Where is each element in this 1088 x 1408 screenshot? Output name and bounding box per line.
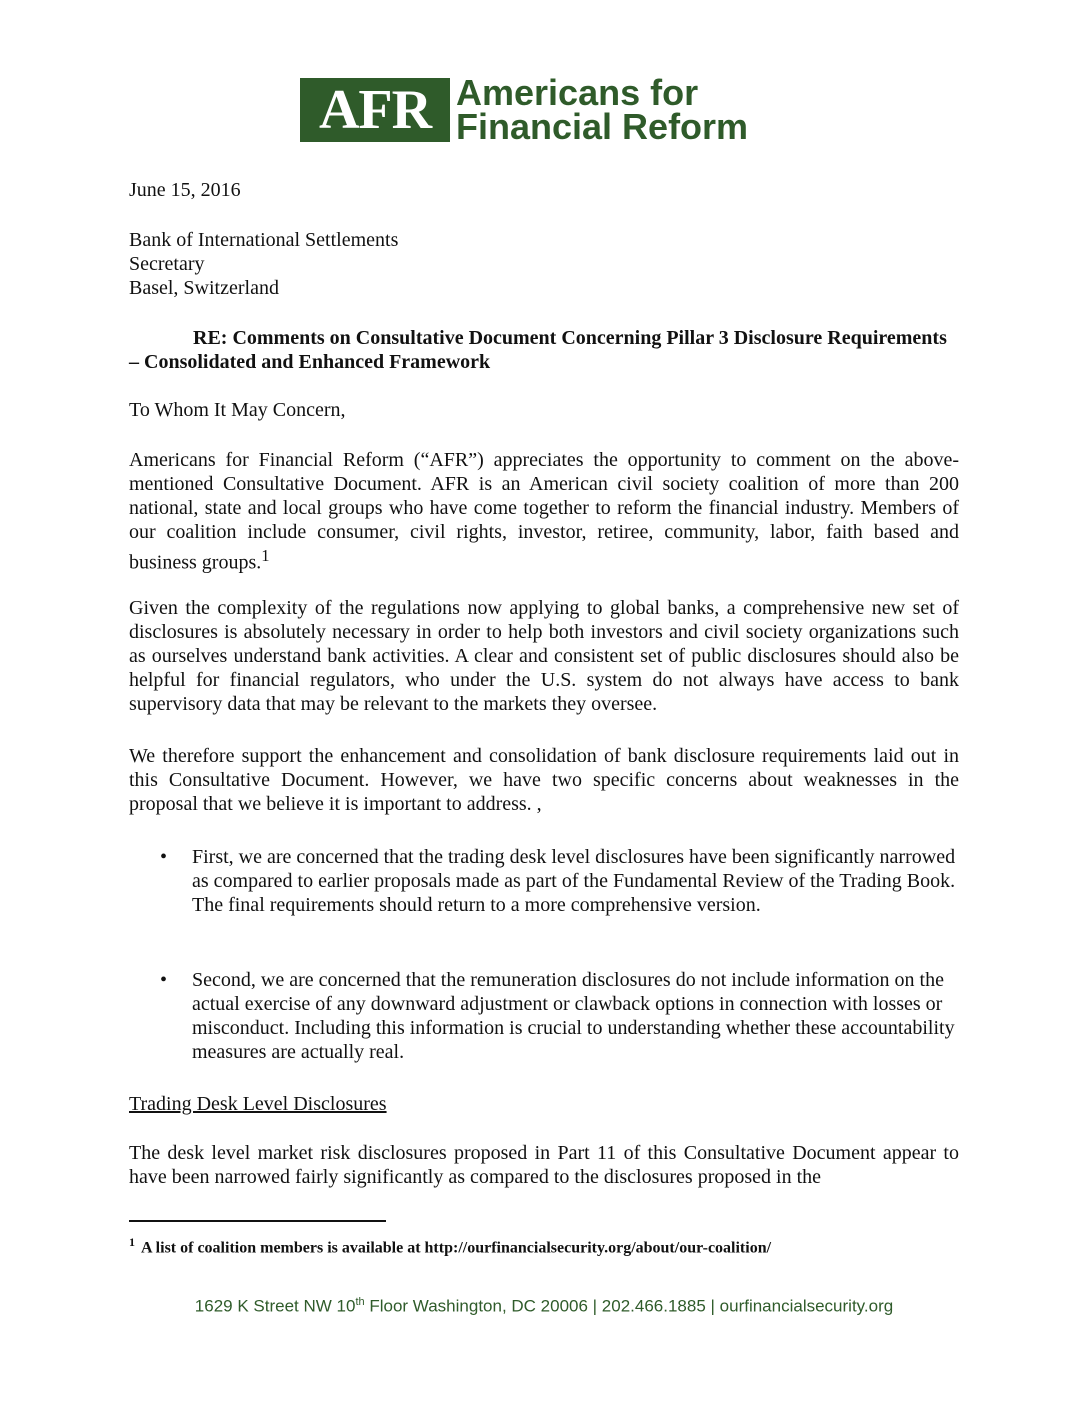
footnote xyxy=(129,1232,771,1258)
afr-logo xyxy=(300,72,749,147)
paragraph-intro-text xyxy=(129,448,959,575)
paragraph-intro-body: Americans for Financial Reform (“AFR”) appreciates the opportunity to comment on the above-mentioned Consultative Document. AFR is an American civil society coalition of more than 200 national, state and local groups who have come together to reform the financial industry. Members of our coalition include consumer, civil rights, investor, retiree, community, labor, faith based and business groups. xyxy=(129,449,959,574)
logo-name-line1: Americans for xyxy=(456,72,699,113)
logo-name-line2: Financial Reform xyxy=(456,106,749,147)
bullet-icon: • xyxy=(160,969,168,991)
footnote-reference: 1 xyxy=(261,546,270,565)
footer-address-part2: Floor Washington, DC 20006 | 202.466.1885 | ourfinancialsecurity.org xyxy=(364,1296,894,1316)
list-item xyxy=(160,845,960,917)
paragraph-support xyxy=(129,744,959,816)
list-item-text: Second, we are concerned that the remuneration disclosures do not include information on the actual exercise of any downward adjustment or clawback options in connection with losses or misconduct. Including this information is crucial to understanding whether these accountability measures are actually real. xyxy=(192,969,955,1063)
section-heading xyxy=(129,1092,959,1116)
footer-address-part1: 1629 K Street NW 10 xyxy=(194,1296,356,1316)
footnote-text: A list of coalition members is available at http://ourfinancialsecurity.org/about/our-coalition/ xyxy=(141,1239,772,1257)
footer-address-ordinal: th xyxy=(355,1296,365,1308)
recipient-line1: Bank of International Settlements xyxy=(129,229,399,251)
logo-abbreviation: AFR xyxy=(300,78,450,142)
recipient-line2: Secretary xyxy=(129,253,205,275)
date-text: June 15, 2016 xyxy=(129,179,241,201)
recipient-address xyxy=(129,228,959,300)
bullet-icon: • xyxy=(160,846,168,868)
list-item xyxy=(160,968,960,1064)
re-subject: Comments on Consultative Document Concerning Pillar 3 Disclosure Requirements – Consolidated and Enhanced Framework xyxy=(129,327,947,373)
logo-organization-name xyxy=(456,72,749,147)
list-item-text: First, we are concerned that the trading desk level disclosures have been significantly narrowed as compared to earlier proposals made as part of the Fundamental Review of the Trading Book. The final requirements should return to a more comprehensive version. xyxy=(192,846,956,916)
re-label: RE: xyxy=(193,327,228,349)
paragraph-context xyxy=(129,596,959,716)
paragraph-intro xyxy=(129,448,959,575)
concerns-list-2 xyxy=(160,968,960,1064)
re-line xyxy=(129,326,959,374)
paragraph-context-text: Given the complexity of the regulations now applying to global banks, a comprehensive new set of disclosures is absolutely necessary in order to help both investors and civil society organizations such as ourselves understand bank activities. A clear and consistent set of public disclosures should also be helpful for financial regulators, who under the U.S. system do not always have access to bank supervisory data that may be relevant to the markets they oversee. xyxy=(129,597,959,715)
letterhead-footer xyxy=(0,1296,1088,1317)
footnote-number: 1 xyxy=(129,1235,135,1249)
paragraph-support-text: We therefore support the enhancement and consolidation of bank disclosure requirements laid out in this Consultative Document. However, we have two specific concerns about weaknesses in the proposal that we believe it is important to address. , xyxy=(129,745,959,815)
letter-date xyxy=(129,178,959,202)
footnote-divider xyxy=(129,1220,386,1222)
re-paragraph xyxy=(129,326,959,374)
salutation xyxy=(129,398,959,422)
salutation-text: To Whom It May Concern, xyxy=(129,399,346,421)
section-paragraph-text: The desk level market risk disclosures proposed in Part 11 of this Consultative Document appear to have been narrowed fairly significantly as compared to the disclosures proposed in the xyxy=(129,1142,959,1188)
recipient-line3: Basel, Switzerland xyxy=(129,277,279,299)
section-heading-text: Trading Desk Level Disclosures xyxy=(129,1093,387,1115)
concerns-list xyxy=(160,845,960,917)
section-paragraph xyxy=(129,1141,959,1189)
